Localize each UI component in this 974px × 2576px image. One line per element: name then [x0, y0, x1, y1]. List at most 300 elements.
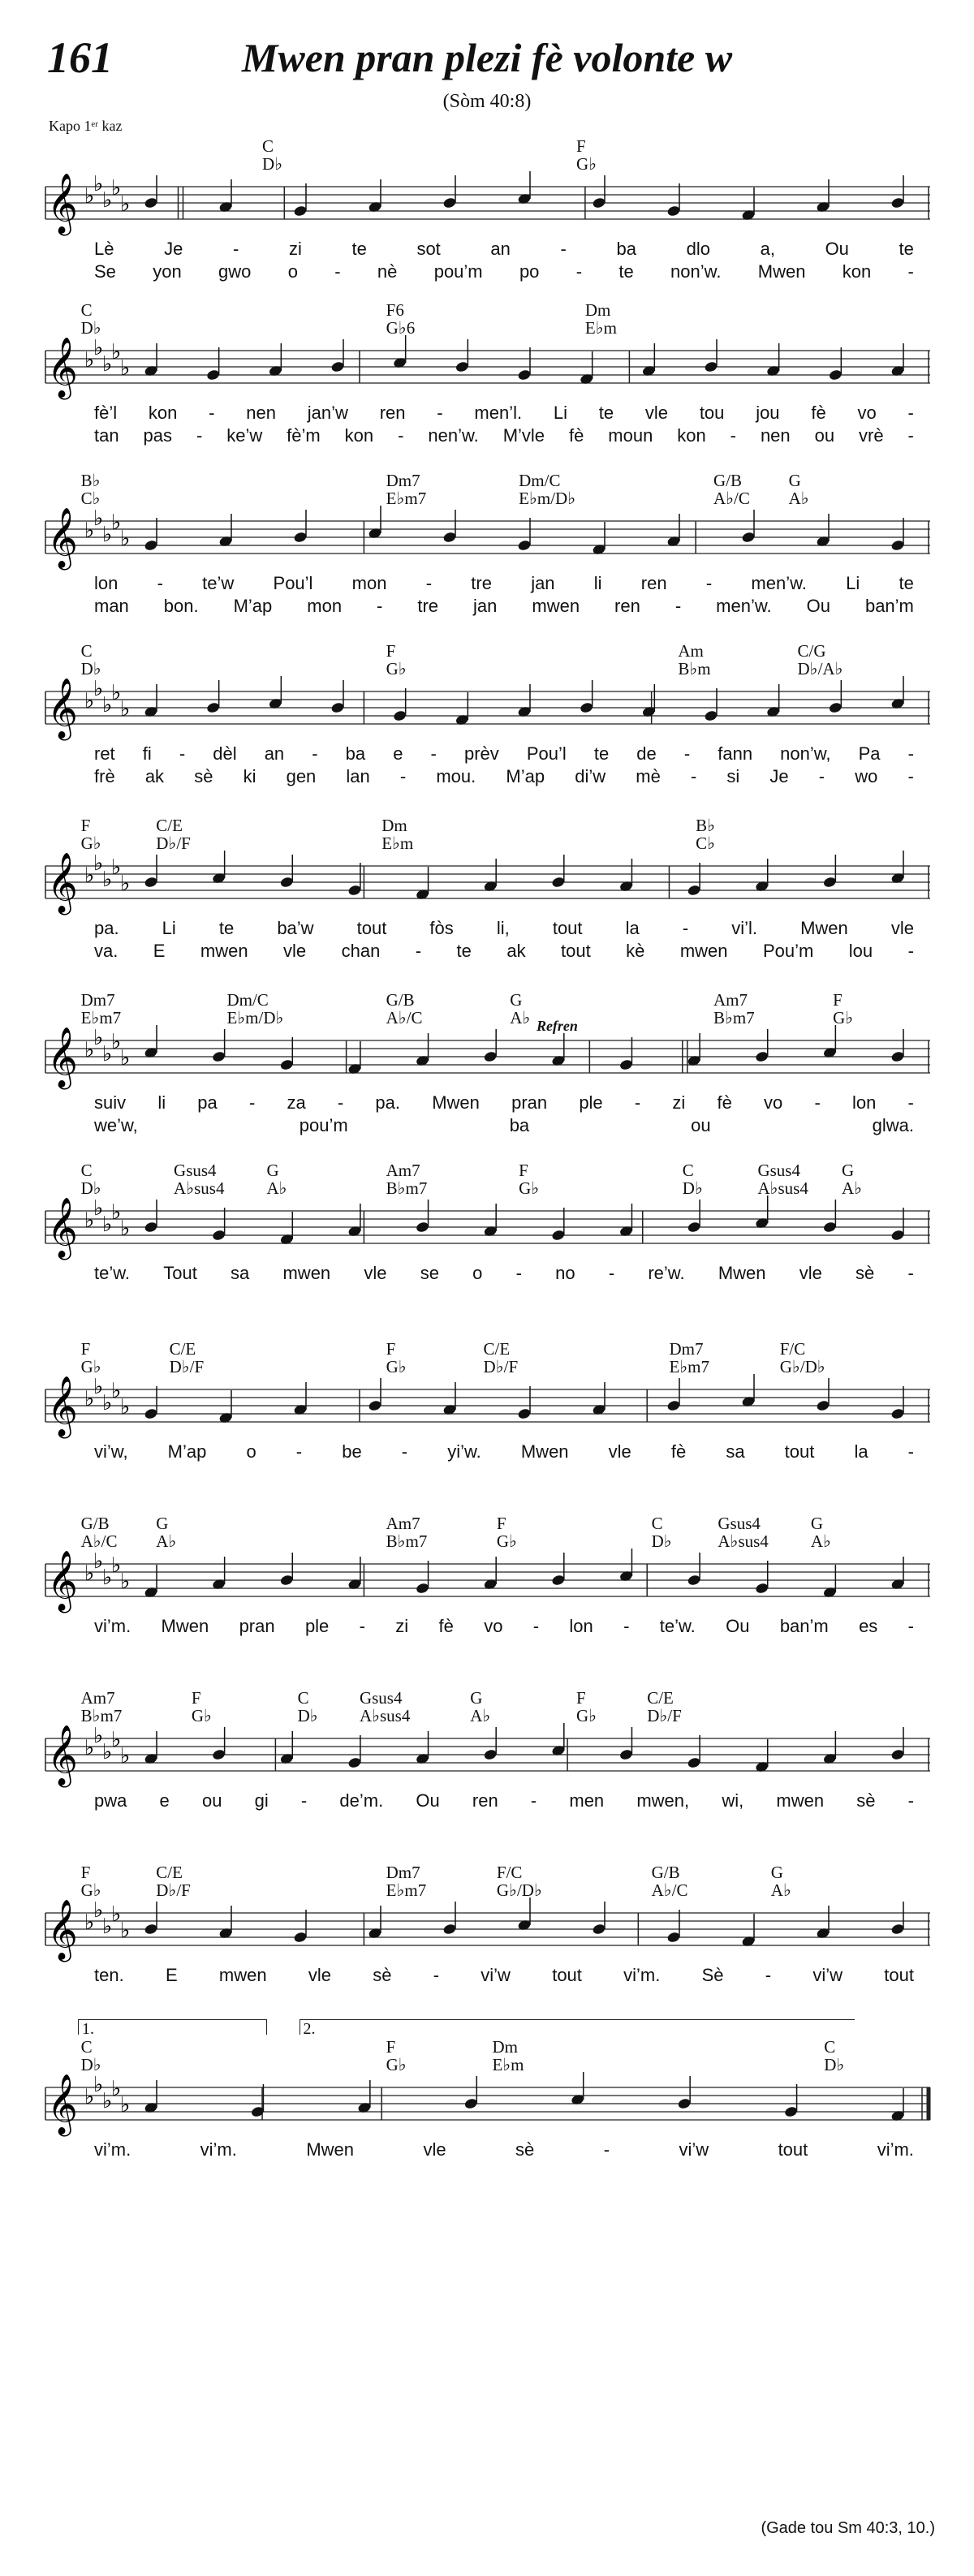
lyric-syllable: -	[907, 261, 914, 282]
lyric-syllable: ren	[472, 1790, 498, 1811]
lyric-syllable: non’w.	[670, 261, 722, 282]
lyric-syllable: es	[859, 1616, 878, 1636]
lyric-syllable: prèv	[463, 743, 499, 764]
music-system	[45, 799, 930, 962]
lyric-syllable: -	[907, 941, 914, 961]
chord-symbol: C/E	[169, 1339, 196, 1359]
lyric-syllable: te	[218, 918, 235, 938]
flat-icon: ♭	[120, 2093, 131, 2117]
flat-icon: ♭	[111, 1030, 122, 1054]
flat-icon: ♭	[84, 1038, 95, 1062]
lyric-syllable: mwen	[282, 1263, 331, 1283]
lyric-syllable: -	[907, 1092, 914, 1113]
lyric-syllable: Mwen	[718, 1263, 766, 1283]
chord-symbol-capo: B♭m7	[386, 1531, 428, 1551]
chord-symbol: G	[156, 1514, 169, 1533]
lyric-syllable: te’w.	[659, 1616, 696, 1636]
chord-symbol: F	[386, 2037, 396, 2057]
lyric-syllable: pa.	[94, 918, 119, 938]
lyric-syllable: ren	[640, 573, 667, 593]
chord-symbol-capo: G♭	[833, 1008, 854, 1027]
chord-symbol: Am7	[713, 990, 748, 1010]
lyric-line	[94, 743, 914, 765]
lyric-syllable: -	[603, 2139, 610, 2160]
lyric-syllable: tout	[552, 1965, 582, 1985]
lyric-syllable: -	[300, 1790, 308, 1811]
flat-icon: ♭	[102, 1915, 113, 1939]
chord-symbol-capo: A♭	[510, 1008, 531, 1027]
scripture-reference: (Sòm 40:8)	[442, 91, 532, 112]
lyric-syllable: Pou’l	[526, 743, 567, 764]
lyric-syllable: Mwen	[800, 918, 848, 938]
flat-icon: ♭	[93, 677, 104, 701]
lyric-syllable: vle	[799, 1263, 822, 1283]
flat-icon: ♭	[111, 855, 122, 880]
chord-symbol-capo: A♭	[470, 1706, 491, 1725]
chord-symbol: F	[80, 1863, 91, 1882]
treble-clef-icon: 𝄞	[47, 2074, 78, 2134]
lyric-syllable: Ou	[825, 239, 849, 259]
lyric-syllable: ke’w	[226, 425, 263, 446]
flat-icon: ♭	[93, 172, 104, 196]
flat-icon: ♭	[120, 1395, 131, 1419]
lyric-syllable: vle	[364, 1263, 387, 1283]
lyric-syllable: kon	[842, 261, 872, 282]
chord-symbol: C	[824, 2037, 836, 2057]
lyric-syllable: Ou	[726, 1616, 750, 1636]
flat-icon: ♭	[120, 1744, 131, 1768]
flat-icon: ♭	[111, 340, 122, 364]
flat-icon: ♭	[111, 2077, 122, 2101]
lyric-syllable: vi’m.	[94, 1616, 131, 1636]
lyric-line	[94, 425, 914, 446]
lyric-syllable: vle	[644, 403, 669, 423]
lyric-syllable: a,	[760, 239, 775, 259]
chord-symbol: C/E	[156, 816, 183, 835]
lyric-syllable: M’vle	[502, 425, 545, 446]
flat-icon: ♭	[93, 1724, 104, 1748]
lyric-syllable: wi,	[722, 1790, 744, 1811]
chord-symbol-capo: C♭	[696, 834, 716, 853]
lyric-syllable: Mwen	[306, 2139, 354, 2160]
flat-icon: ♭	[84, 864, 95, 888]
lyric-syllable: ten.	[94, 1965, 124, 1985]
flat-icon: ♭	[93, 506, 104, 531]
chord-symbol: F	[496, 1514, 506, 1533]
lyric-syllable: -	[401, 1441, 408, 1462]
lyric-syllable: men’w.	[751, 573, 807, 593]
chord-symbol-capo: B♭m7	[80, 1706, 123, 1725]
lyric-syllable: -	[907, 425, 914, 446]
lyric-syllable: Je	[769, 766, 789, 786]
lyric-syllable: -	[560, 239, 567, 259]
lyric-syllable: Lè	[94, 239, 114, 259]
lyric-syllable: ak	[506, 941, 526, 961]
flat-icon: ♭	[120, 1046, 131, 1070]
lyric-syllable: tout	[552, 918, 583, 938]
staff	[45, 122, 930, 284]
lyric-syllable: zi	[395, 1616, 409, 1636]
chord-symbol: F6	[386, 300, 404, 320]
chord-symbol: F	[386, 641, 396, 661]
chord-symbol-capo: G♭	[519, 1178, 540, 1198]
refrain-label: Refren	[536, 1018, 578, 1034]
chord-symbol-capo: A♭	[156, 1531, 177, 1551]
lyric-syllable: fi	[142, 743, 152, 764]
lyric-syllable: gen	[286, 766, 317, 786]
chord-symbol: Dm/C	[519, 471, 561, 490]
lyric-syllable: ak	[144, 766, 165, 786]
lyric-syllable: ou	[814, 425, 835, 446]
flat-icon: ♭	[102, 1740, 113, 1764]
lyric-syllable: Mwen	[757, 261, 806, 282]
chord-symbol: C	[682, 1161, 694, 1180]
lyric-syllable: Li	[553, 403, 567, 423]
lyric-syllable: te’w.	[94, 1263, 131, 1283]
lyric-syllable: lon	[94, 573, 119, 593]
chord-symbol: F	[576, 136, 586, 156]
chord-symbol: G	[842, 1161, 855, 1180]
lyric-syllable: Mwen	[432, 1092, 480, 1113]
lyric-syllable: vi’m.	[94, 2139, 131, 2160]
lyric-syllable: fè	[717, 1092, 732, 1113]
flat-icon: ♭	[84, 1387, 95, 1411]
music-system	[45, 625, 930, 787]
lyric-syllable: gwo	[218, 261, 252, 282]
lyric-syllable: -	[433, 1965, 440, 1985]
lyric-line	[94, 1616, 914, 1637]
lyric-syllable: -	[295, 1441, 303, 1462]
lyric-syllable: mè	[636, 766, 661, 786]
chord-symbol: Gsus4	[359, 1688, 403, 1708]
flat-icon: ♭	[111, 1200, 122, 1225]
chord-symbol: Am7	[386, 1161, 420, 1180]
chord-symbol: Dm7	[386, 1863, 420, 1882]
chord-symbol-capo: G♭6	[386, 318, 416, 338]
lyric-syllable: -	[575, 261, 583, 282]
chord-symbol-capo: D♭/F	[483, 1357, 519, 1376]
lyric-syllable: sè	[855, 1263, 875, 1283]
lyric-syllable: ren	[614, 596, 640, 616]
lyric-syllable: sè	[515, 2139, 535, 2160]
lyric-line	[94, 1263, 914, 1284]
lyric-syllable: nè	[377, 261, 398, 282]
chord-symbol: C	[80, 1161, 93, 1180]
chord-symbol-capo: E♭m	[492, 2055, 524, 2074]
flat-icon: ♭	[120, 872, 131, 896]
lyric-syllable: vle	[308, 1965, 331, 1985]
lyric-syllable: -	[907, 1616, 914, 1636]
lyric-syllable: vi’m.	[877, 2139, 914, 2160]
lyric-syllable: e	[159, 1790, 170, 1811]
chord-symbol: Am	[678, 641, 704, 661]
chord-symbol: Gsus4	[718, 1514, 761, 1533]
lyric-syllable: te	[618, 261, 634, 282]
lyric-syllable: ple	[304, 1616, 330, 1636]
lyric-syllable: sot	[416, 239, 441, 259]
lyric-syllable: pran	[511, 1092, 548, 1113]
chord-symbol-capo: G♭	[80, 1880, 101, 1900]
lyric-syllable: ban’m	[864, 596, 914, 616]
lyric-syllable: kon	[677, 425, 706, 446]
chord-symbol-capo: E♭m7	[386, 1880, 427, 1900]
lyric-syllable: -	[907, 1790, 914, 1811]
first-ending: 1.	[78, 2019, 267, 2035]
lyric-syllable: -	[425, 573, 433, 593]
music-system	[45, 1846, 930, 2009]
lyric-syllable: kè	[626, 941, 645, 961]
lyric-syllable: -	[398, 425, 404, 446]
chord-symbol: C	[297, 1688, 309, 1708]
chord-symbol-capo: A♭sus4	[718, 1531, 769, 1551]
lyric-line	[94, 596, 914, 617]
chord-symbol: C/E	[647, 1688, 674, 1708]
lyric-syllable: fòs	[429, 918, 454, 938]
lyric-syllable: lon	[851, 1092, 877, 1113]
chord-symbol: F	[80, 1339, 91, 1359]
chord-symbol-capo: D♭/F	[156, 1880, 191, 1900]
lyric-syllable: glwa.	[872, 1115, 914, 1135]
lyric-syllable: pwa	[94, 1790, 127, 1811]
flat-icon: ♭	[120, 1570, 131, 1594]
lyric-syllable: an	[264, 743, 285, 764]
lyric-syllable: ret	[94, 743, 115, 764]
flat-icon: ♭	[93, 336, 104, 360]
lyric-syllable: fè	[811, 403, 826, 423]
lyric-syllable: za	[287, 1092, 306, 1113]
lyric-syllable: de’m.	[339, 1790, 384, 1811]
chord-symbol-capo: D♭/F	[169, 1357, 205, 1376]
lyric-line	[94, 239, 914, 260]
chord-symbol: F	[576, 1688, 586, 1708]
lyric-syllable: men’l.	[474, 403, 523, 423]
chord-symbol-capo: A♭	[810, 1531, 831, 1551]
chord-symbol: C	[651, 1514, 663, 1533]
treble-clef-icon: 𝄞	[47, 1551, 78, 1611]
chord-symbol: Dm	[492, 2037, 518, 2057]
lyric-line	[94, 2139, 914, 2160]
lyric-syllable: li,	[496, 918, 510, 938]
lyric-syllable: de	[636, 743, 657, 764]
chord-symbol: F/C	[496, 1863, 523, 1882]
chord-symbol-capo: E♭m/D♭	[519, 489, 576, 508]
chord-symbol: Dm/C	[226, 990, 269, 1010]
music-system	[45, 2005, 930, 2167]
music-system	[45, 122, 930, 284]
lyric-syllable: jan’w	[307, 403, 348, 423]
lyric-syllable: -	[608, 1263, 615, 1283]
chord-symbol-capo: D♭	[297, 1706, 318, 1725]
treble-clef-icon: 𝄞	[47, 338, 78, 398]
chord-symbol-capo: D♭	[80, 318, 101, 338]
chord-symbol: G	[510, 990, 523, 1010]
chord-symbol-capo: A♭	[788, 489, 809, 508]
lyric-syllable: dlo	[686, 239, 710, 259]
lyric-line	[94, 1790, 914, 1811]
flat-icon: ♭	[93, 1549, 104, 1574]
lyric-syllable: mon	[351, 573, 387, 593]
flat-icon: ♭	[84, 1736, 95, 1760]
chord-symbol: G	[266, 1161, 279, 1180]
lyric-syllable: li	[593, 573, 602, 593]
lyric-syllable: -	[907, 743, 914, 764]
lyric-syllable: -	[705, 573, 713, 593]
chord-symbol-capo: D♭/A♭	[797, 659, 843, 678]
lyric-syllable: fè’m	[287, 425, 321, 446]
chord-symbol-capo: D♭	[651, 1531, 672, 1551]
treble-clef-icon: 𝄞	[47, 1900, 78, 1960]
lyric-syllable: Se	[94, 261, 116, 282]
lyric-syllable: sè	[194, 766, 213, 786]
flat-icon: ♭	[111, 1902, 122, 1927]
chord-symbol-capo: D♭	[262, 154, 283, 174]
music-system	[45, 1144, 930, 1307]
music-system	[45, 1497, 930, 1660]
lyric-syllable: -	[196, 425, 203, 446]
lyric-syllable: ba’w	[277, 918, 314, 938]
lyric-syllable: be	[342, 1441, 362, 1462]
lyric-syllable: zi	[672, 1092, 686, 1113]
lyric-syllable: -	[907, 1263, 914, 1283]
lyric-syllable: -	[765, 1965, 772, 1985]
chord-symbol: C/G	[797, 641, 826, 661]
lyric-syllable: vi’w	[481, 1965, 511, 1985]
lyric-syllable: chan	[341, 941, 381, 961]
lyric-syllable: -	[377, 596, 383, 616]
hymn-title: Mwen pran plezi fè volonte w	[241, 35, 733, 80]
lyric-syllable: M’ap	[233, 596, 273, 616]
chord-symbol-capo: G♭	[386, 2055, 407, 2074]
chord-symbol-capo: A♭sus4	[359, 1706, 411, 1725]
lyric-syllable: Pou’m	[762, 941, 814, 961]
lyric-syllable: -	[674, 596, 682, 616]
lyric-syllable: vo	[484, 1616, 503, 1636]
flat-icon: ♭	[102, 1566, 113, 1590]
lyric-syllable: mwen	[200, 941, 248, 961]
lyric-syllable: tout	[561, 941, 591, 961]
lyric-syllable: -	[683, 743, 691, 764]
lyric-syllable: Pou’l	[273, 573, 313, 593]
treble-clef-icon: 𝄞	[47, 1198, 78, 1258]
chord-symbol-capo: G♭	[386, 1357, 407, 1376]
lyric-syllable: -	[730, 425, 736, 446]
flat-icon: ♭	[102, 2089, 113, 2113]
lyric-syllable: Tout	[163, 1263, 197, 1283]
lyric-syllable: -	[907, 1441, 914, 1462]
lyric-syllable: non’w,	[780, 743, 831, 764]
flat-icon: ♭	[93, 1196, 104, 1221]
lyric-syllable: tout	[884, 1965, 914, 1985]
lyric-syllable: mwen	[532, 596, 580, 616]
lyric-syllable: -	[437, 403, 443, 423]
chord-symbol: G	[810, 1514, 824, 1533]
chord-symbol: Dm7	[386, 471, 420, 490]
lyric-syllable: te	[351, 239, 367, 259]
treble-clef-icon: 𝄞	[47, 174, 78, 234]
lyric-syllable: Li	[846, 573, 860, 593]
lyric-line	[94, 1115, 914, 1136]
lyric-line	[94, 941, 914, 962]
treble-clef-icon: 𝄞	[47, 1725, 78, 1786]
chord-symbol-capo: B♭m7	[713, 1008, 755, 1027]
flat-icon: ♭	[111, 176, 122, 200]
chord-symbol-capo: G♭/D♭	[779, 1357, 825, 1376]
lyric-syllable: lou	[848, 941, 873, 961]
lyric-syllable: mwen	[679, 941, 728, 961]
treble-clef-icon: 𝄞	[47, 1027, 78, 1088]
lyric-syllable: jou	[756, 403, 780, 423]
lyric-syllable: moun	[608, 425, 653, 446]
second-ending: 2.	[300, 2019, 855, 2035]
flat-icon: ♭	[102, 693, 113, 717]
lyric-syllable: Mwen	[520, 1441, 569, 1462]
lyric-syllable: -	[430, 743, 437, 764]
lyric-syllable: pa.	[375, 1092, 401, 1113]
chord-symbol-capo: G♭	[80, 834, 101, 853]
lyric-syllable: bon.	[163, 596, 199, 616]
lyric-syllable: e	[393, 743, 403, 764]
lyric-syllable: vi’w	[812, 1965, 843, 1985]
chord-symbol: C	[80, 2037, 93, 2057]
flat-icon: ♭	[102, 352, 113, 377]
lyric-syllable: pas	[143, 425, 173, 446]
lyric-syllable: -	[399, 766, 407, 786]
lyric-syllable: vo	[764, 1092, 783, 1113]
lyric-syllable: -	[209, 403, 215, 423]
footer-cross-reference: (Gade tou Sm 40:3, 10.)	[761, 2519, 935, 2537]
lyric-syllable: -	[814, 1092, 821, 1113]
lyric-syllable: o	[246, 1441, 256, 1462]
chord-symbol-capo: B♭m	[678, 659, 711, 678]
lyric-syllable: li	[157, 1092, 166, 1113]
lyric-line	[94, 918, 914, 939]
treble-clef-icon: 𝄞	[47, 1376, 78, 1437]
lyric-syllable: mwen	[776, 1790, 825, 1811]
music-system	[45, 1672, 930, 1834]
chord-symbol-capo: G♭	[496, 1531, 517, 1551]
lyric-syllable: mwen	[218, 1965, 267, 1985]
lyric-syllable: Je	[164, 239, 183, 259]
chord-symbol-capo: G♭	[386, 659, 407, 678]
lyric-syllable: -	[690, 766, 697, 786]
flat-icon: ♭	[120, 1217, 131, 1241]
lyric-syllable: wo	[855, 766, 878, 786]
flat-icon: ♭	[102, 1391, 113, 1415]
chord-symbol: C	[80, 641, 93, 661]
lyric-syllable: man	[94, 596, 129, 616]
lyric-syllable: te	[899, 573, 914, 593]
chord-symbol: G/B	[651, 1863, 680, 1882]
chord-symbol-capo: D♭/F	[647, 1706, 682, 1725]
lyric-syllable: lan	[346, 766, 370, 786]
chord-symbol: F/C	[779, 1339, 806, 1359]
lyric-syllable: an	[490, 239, 511, 259]
lyric-syllable: vle	[283, 941, 307, 961]
chord-symbol: Gsus4	[757, 1161, 800, 1180]
chord-symbol-capo: D♭	[80, 2055, 101, 2074]
lyric-syllable: mon	[307, 596, 343, 616]
chord-symbol: F	[519, 1161, 528, 1180]
chord-symbol-capo: A♭	[266, 1178, 287, 1198]
chord-symbol: F	[386, 1339, 396, 1359]
music-system	[45, 974, 930, 1136]
lyric-syllable: o	[472, 1263, 483, 1283]
capo-instruction: Kapo 1ᵉʳ kaz	[49, 118, 123, 134]
lyric-syllable: ou	[201, 1790, 222, 1811]
flat-icon: ♭	[111, 1553, 122, 1578]
lyric-syllable: vi’l.	[731, 918, 757, 938]
chord-symbol-capo: D♭	[80, 1178, 101, 1198]
